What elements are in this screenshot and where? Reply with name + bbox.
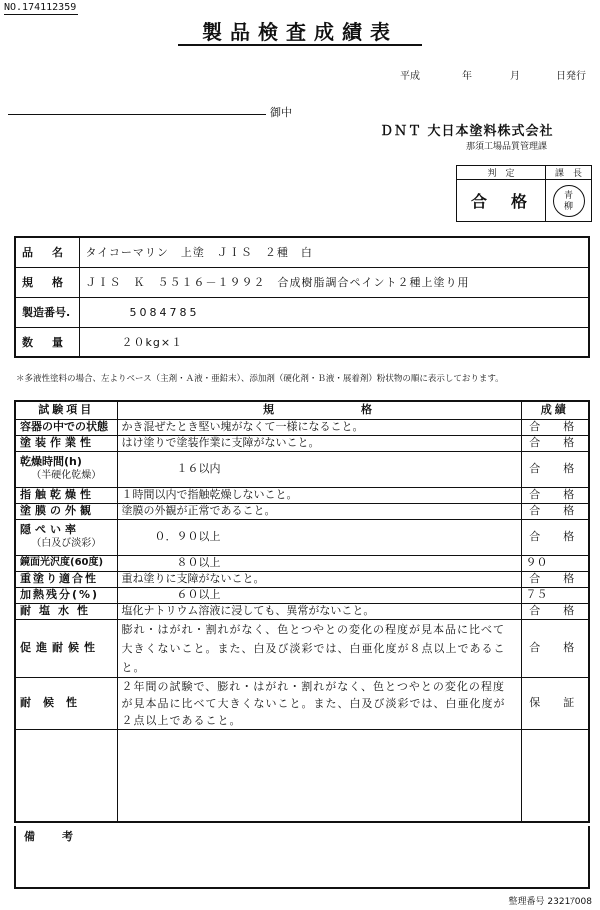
- test-result: 合 格: [521, 619, 589, 677]
- test-result: 合 格: [521, 435, 589, 451]
- info-row-product-name: [15, 237, 589, 267]
- test-item-subtitle: （白及び淡彩）: [31, 538, 102, 549]
- test-spec: １６以内: [117, 451, 521, 487]
- test-result: 合 格: [521, 571, 589, 587]
- test-item: 隠ぺい率: [20, 523, 80, 536]
- company-name: ＤＮＴ 大日本塗料株式会社: [380, 124, 554, 139]
- test-spec: ０．９０以上: [117, 519, 521, 555]
- test-result: 保 証: [521, 677, 589, 729]
- test-item: 耐塩水性: [15, 603, 117, 619]
- test-result: 合 格: [521, 451, 589, 487]
- table-row: [15, 419, 589, 435]
- test-item: 鏡面光沢度(60度): [15, 555, 117, 571]
- test-item: 乾燥時間(h): [20, 455, 82, 468]
- test-results-table: [14, 400, 590, 823]
- test-result: 合 格: [521, 419, 589, 435]
- table-row: [15, 451, 589, 487]
- info-value: ＪＩＳ Ｋ ５５１６－１９９２ 合成樹脂調合ペイント２種上塗り用: [79, 267, 589, 297]
- page-title: 製品検査成績表: [202, 20, 398, 44]
- test-item-subtitle: （半硬化乾燥）: [31, 470, 102, 481]
- issue-day: 日発行: [556, 71, 586, 82]
- title-underline: [178, 44, 422, 46]
- table-row: [15, 619, 589, 677]
- info-label: 規 格: [15, 267, 79, 297]
- test-result: 合 格: [521, 487, 589, 503]
- manager-label: 課 長: [546, 166, 592, 180]
- test-spec: 重ね塗りに支障がないこと。: [117, 571, 521, 587]
- table-row: [15, 571, 589, 587]
- test-spec: ８０以上: [117, 555, 521, 571]
- remarks-box: [14, 826, 590, 889]
- judgement-value: 合 格: [470, 192, 531, 211]
- customer-name-line: [8, 114, 266, 115]
- table-row: [15, 587, 589, 603]
- test-item: 加熱残分(%): [15, 587, 117, 603]
- test-spec: ２年間の試験で、膨れ・はがれ・割れがなく、色とつやとの変化の程度が見本品に比べて大きくないこと。また、白及び淡彩では、白亜化度が２点以上であること。: [117, 677, 521, 729]
- test-spec: 塗膜の外観が正常であること。: [117, 503, 521, 519]
- test-item: 促進耐候性: [15, 619, 117, 677]
- test-spec: ６０以上: [117, 587, 521, 603]
- product-info-table: [14, 236, 590, 358]
- issue-year: 年: [462, 71, 472, 82]
- test-spec: 膨れ・はがれ・割れがなく、色とつやとの変化の程度が見本品に比べて大きくないこと。また、白及び淡彩では、白亜化度が８点以上であること。: [117, 619, 521, 677]
- test-result: 合 格: [521, 603, 589, 619]
- header-result: 成績: [521, 401, 589, 419]
- test-result: ９０: [521, 555, 589, 571]
- test-item: 重塗り適合性: [15, 571, 117, 587]
- test-item: 耐候性: [15, 677, 117, 729]
- table-row: [15, 435, 589, 451]
- info-label: 数 量: [15, 327, 79, 357]
- issue-month: 月: [510, 71, 520, 82]
- test-spec: かき混ぜたとき堅い塊がなくて一様になること。: [117, 419, 521, 435]
- info-row-lot-number: [15, 297, 589, 327]
- info-label: 製造番号.: [15, 297, 79, 327]
- test-spec: 塩化ナトリウム溶液に浸しても、異常がないこと。: [117, 603, 521, 619]
- test-result: 合 格: [521, 503, 589, 519]
- multi-component-note: ＊多液性塗料の場合、左よりベース（主剤・Ａ液・亜鉛末）、添加剤（硬化剤・Ｂ液・展着剤）粉状物の順に表示しております。: [16, 374, 504, 384]
- table-row: [15, 503, 589, 519]
- test-item: 容器の中での状態: [15, 419, 117, 435]
- issue-era: 平成: [400, 71, 420, 82]
- info-row-quantity: [15, 327, 589, 357]
- document-number: NO.174112359: [4, 2, 77, 13]
- table-row: [15, 677, 589, 729]
- table-row: [15, 603, 589, 619]
- manager-seal-icon: [553, 185, 585, 217]
- table-row-empty: [15, 729, 589, 822]
- test-spec: １時間以内で指触乾燥しないこと。: [117, 487, 521, 503]
- test-item: 塗膜の外観: [15, 503, 117, 519]
- test-result: ７５: [521, 587, 589, 603]
- test-item: 塗装作業性: [15, 435, 117, 451]
- header-item: 試験項目: [15, 401, 117, 419]
- seal-text-top: 青: [563, 190, 573, 201]
- judgement-label: 判 定: [457, 166, 546, 180]
- seal-text-bottom: 柳: [563, 201, 573, 212]
- info-value: タイコーマリン 上塗 ＪＩＳ ２種 白: [79, 237, 589, 267]
- approval-stamp-box: [456, 165, 592, 222]
- info-value: ２０kg×１: [79, 327, 589, 357]
- header-spec: 規 格: [117, 401, 521, 419]
- table-row: [15, 519, 589, 555]
- test-result: 合 格: [521, 519, 589, 555]
- test-item: 指触乾燥性: [15, 487, 117, 503]
- remarks-label: 備 考: [24, 830, 81, 843]
- table-row: [15, 555, 589, 571]
- factory-name: 那須工場品質管理課: [466, 142, 548, 152]
- info-label: 品 名: [15, 237, 79, 267]
- info-row-standard: [15, 267, 589, 297]
- table-row: [15, 487, 589, 503]
- control-number: 整理番号 2321ｱ008: [508, 897, 592, 907]
- test-spec: はけ塗りで塗装作業に支障がないこと。: [117, 435, 521, 451]
- customer-suffix: 御中: [270, 106, 292, 119]
- info-value: 5084785: [79, 297, 589, 327]
